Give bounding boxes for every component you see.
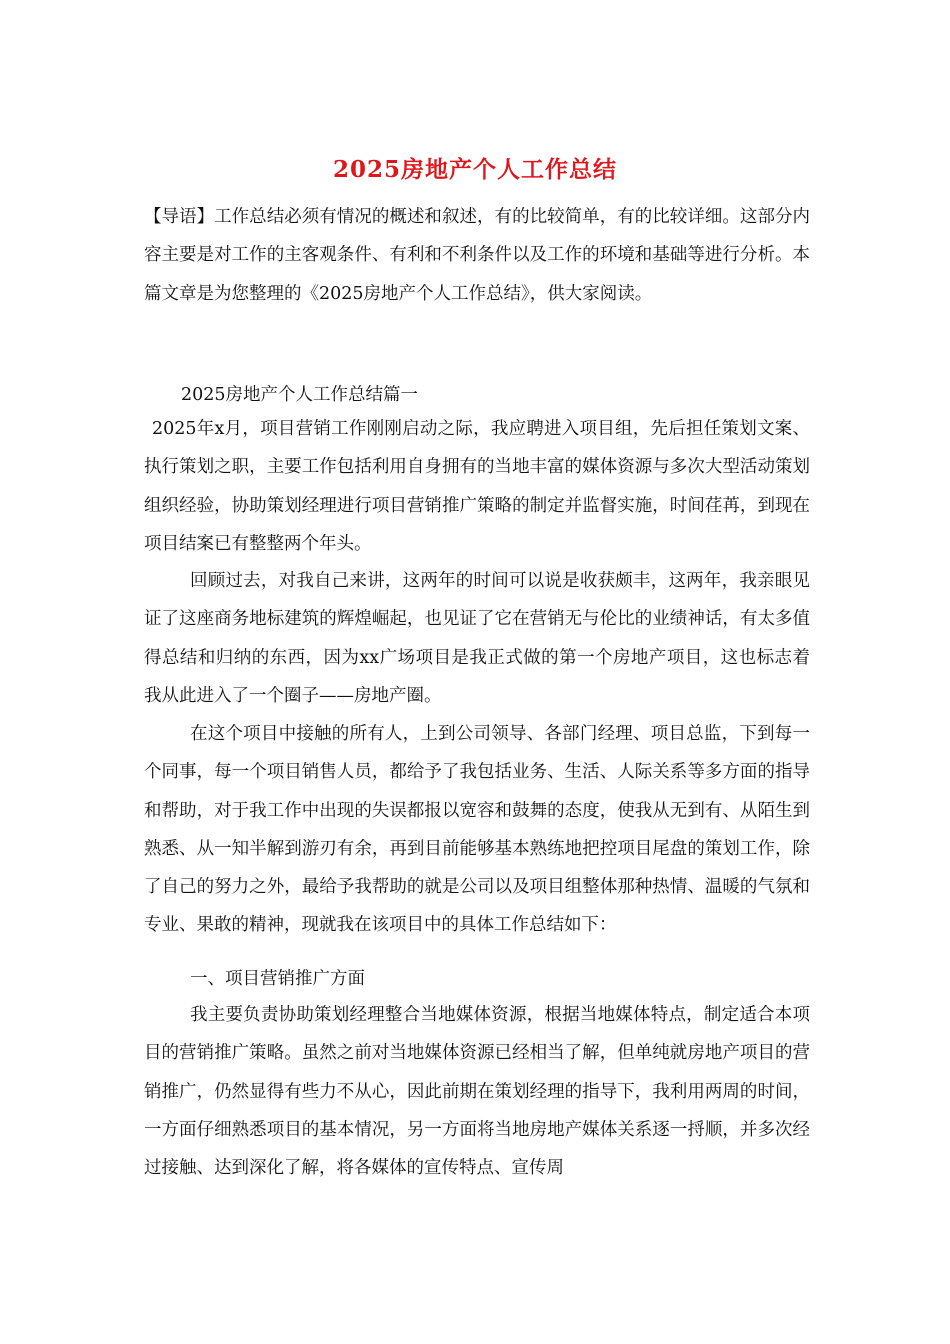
document-title: 2025房地产个人工作总结 — [332, 156, 617, 183]
intro-paragraph: 【导语】工作总结必须有情况的概述和叙述，有的比较简单，有的比较详细。这部分内容主要是对工作的主客观条件、有利和不利条件以及工作的环境和基础等进行分析。本篇文章是为您整理的《2025房地产个人工作总结》，供大家阅读。 — [144, 207, 810, 304]
sub-heading: 一、项目营销推广方面 — [190, 969, 365, 989]
section-heading: 2025房地产个人工作总结篇一 — [181, 385, 419, 405]
body-paragraph: 在这个项目中接触的所有人，上到公司领导、各部门经理、项目总监，下到每一个同事，每一个项目销售人员，都给予了我包括业务、生活、人际关系等多方面的指导和帮助，对于我工作中出现的失误都报以宽容和鼓舞的态度，使我从无到有、从陌生到熟悉、从一知半解到游刃有余，再到目前能够基本熟练地把控项目尾盘的策划工作，除了自己的努力之外，最给予我帮助的就是公司以及项目组整体那种热情、温暖的气氛和专业、果敢的精神，现就我在该项目中的具体工作总结如下： — [144, 724, 810, 936]
body-paragraph: 回顾过去，对我自己来讲，这两年的时间可以说是收获颇丰，这两年，我亲眼见证了这座商务地标建筑的辉煌崛起，也见证了它在营销无与伦比的业绩神话，有太多值得总结和归纳的东西，因为xx广场项目是我正式做的第一个房地产项目，这也标志着我从此进入了一个圈子——房地产圈。 — [144, 571, 810, 706]
body-paragraph: 我主要负责协助策划经理整合当地媒体资源，根据当地媒体特点，制定适合本项目的营销推广策略。虽然之前对当地媒体资源已经相当了解，但单纯就房地产项目的营销推广，仍然显得有些力不从心，因此前期在策划经理的指导下，我利用两周的时间，一方面仔细熟悉项目的基本情况，另一方面将当地房地产媒体关系逐一捋顺，并多次经过接触、达到深化了解，将各媒体的宣传特点、宣传周 — [144, 1005, 810, 1179]
body-paragraph: 2025年x月，项目营销工作刚刚启动之际，我应聘进入项目组，先后担任策划文案、执行策划之职，主要工作包括利用自身拥有的当地丰富的媒体资源与多次大型活动策划组织经验，协助策划经理进行项目营销推广策略的制定并监督实施，时间荏苒，到现在项目结案已有整整两个年头。 — [144, 419, 810, 554]
